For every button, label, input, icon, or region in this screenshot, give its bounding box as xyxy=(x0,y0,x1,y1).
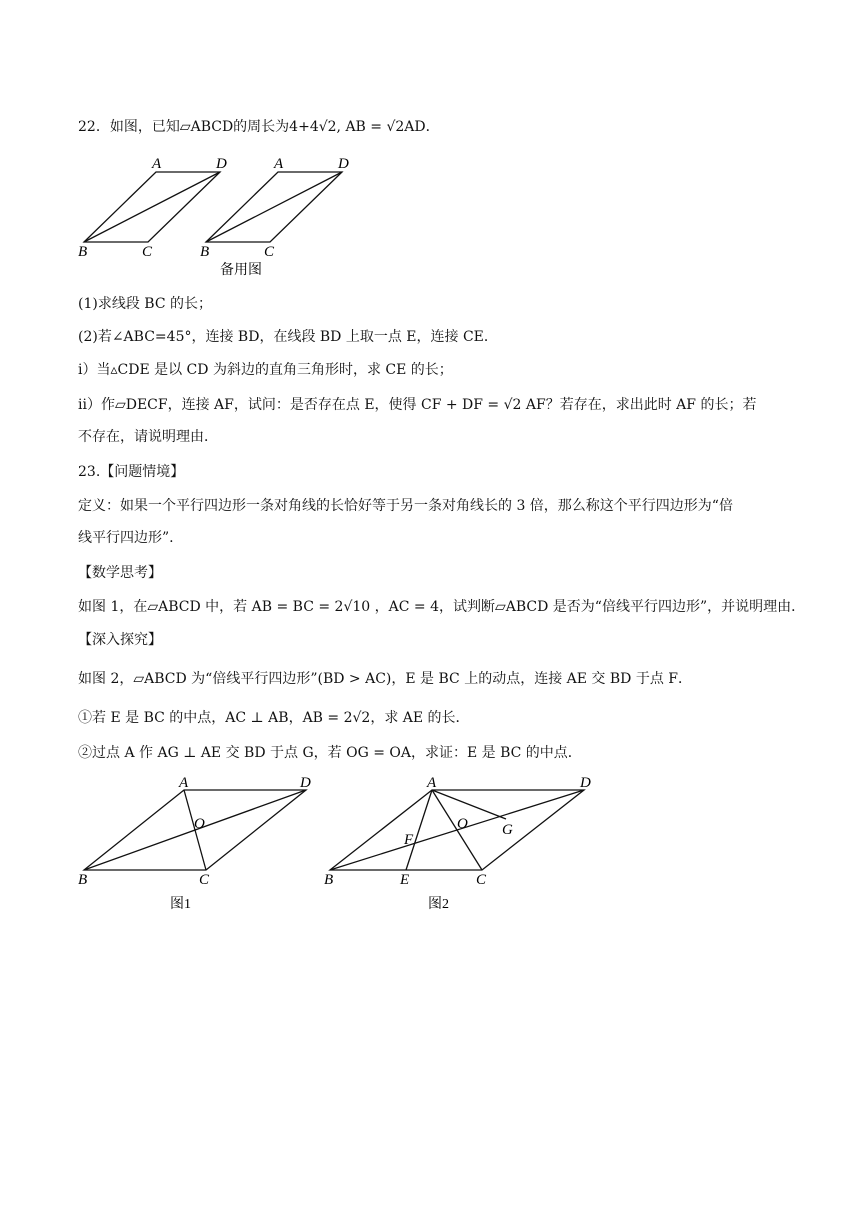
label-D-right: D xyxy=(338,156,349,172)
q23-explore: 如图 2，▱ABCD 为“倍线平行四边形”(BD > AC)，E 是 BC 上的动点，连接 AE 交 BD 于点 F． xyxy=(78,671,693,687)
fig2-label-E: E xyxy=(400,872,410,888)
label-C-left: C xyxy=(142,244,153,260)
fig1-label-O: O xyxy=(194,816,205,832)
q22-part2-ii-b: 不存在，请说明理由． xyxy=(78,429,218,445)
fig2-label-F: F xyxy=(404,832,414,848)
q23-figure-2 xyxy=(320,776,610,916)
q23-explore-1: ①若 E 是 BC 的中点，AC ⊥ AB，AB = 2√2，求 AE 的长． xyxy=(78,710,470,726)
q23-think-heading: 【数学思考】 xyxy=(78,565,162,581)
q22-stem: 22．如图，已知▱ABCD的周长为4+4√2, AB = √2AD． xyxy=(78,119,440,135)
q23-explore-heading: 【深入探究】 xyxy=(78,632,162,648)
q23-figure-1 xyxy=(74,776,324,916)
fig2-label-O: O xyxy=(457,816,468,832)
q22-part2: (2)若∠ABC=45°，连接 BD，在线段 BD 上取一点 E，连接 CE． xyxy=(78,329,498,345)
label-C-right: C xyxy=(264,244,275,260)
fig2-label-A: A xyxy=(427,776,437,791)
q22-figure xyxy=(74,152,364,282)
q23-definition-b: 线平行四边形”. xyxy=(78,530,174,546)
fig2-label-B: B xyxy=(324,872,334,888)
label-B-right: B xyxy=(200,244,210,260)
fig2-caption: 图2 xyxy=(428,897,449,912)
label-A-left: A xyxy=(152,156,162,172)
q23-think: 如图 1，在▱ABCD 中，若 AB = BC = 2√10 ，AC = 4，试判断▱ABCD 是否为“倍线平行四边形”，并说明理由． xyxy=(78,599,806,615)
figure-caption: 备用图 xyxy=(220,263,262,278)
fig1-label-A: A xyxy=(179,776,189,791)
q23-explore-2: ②过点 A 作 AG ⊥ AE 交 BD 于点 G，若 OG = OA，求证：E 是 BC 的中点． xyxy=(78,745,582,761)
label-B-left: B xyxy=(78,244,88,260)
q23-definition-a: 定义：如果一个平行四边形一条对角线的长恰好等于另一条对角线长的 3 倍，那么称这个平行四边形为“倍 xyxy=(78,498,733,514)
q22-part2-ii-a: ii）作▱DECF，连接 AF，试问：是否存在点 E，使得 CF + DF = √2 AF？若存在，求出此时 AF 的长；若 xyxy=(78,397,757,413)
fig1-label-B: B xyxy=(78,872,88,888)
fig2-label-D: D xyxy=(580,776,591,791)
parallelogram-left xyxy=(84,172,220,242)
parallelogram-right xyxy=(206,172,342,242)
label-D-left: D xyxy=(216,156,227,172)
q23-heading: 23.【问题情境】 xyxy=(78,464,185,480)
q22-part2-i: i）当▵CDE 是以 CD 为斜边的直角三角形时，求 CE 的长； xyxy=(78,362,453,378)
label-A-right: A xyxy=(274,156,284,172)
fig2-label-C: C xyxy=(476,872,487,888)
fig2-label-G: G xyxy=(502,822,513,838)
fig1-label-C: C xyxy=(199,872,210,888)
fig1-caption: 图1 xyxy=(170,897,191,912)
q22-part1: (1)求线段 BC 的长； xyxy=(78,296,212,312)
fig1-label-D: D xyxy=(300,776,311,791)
